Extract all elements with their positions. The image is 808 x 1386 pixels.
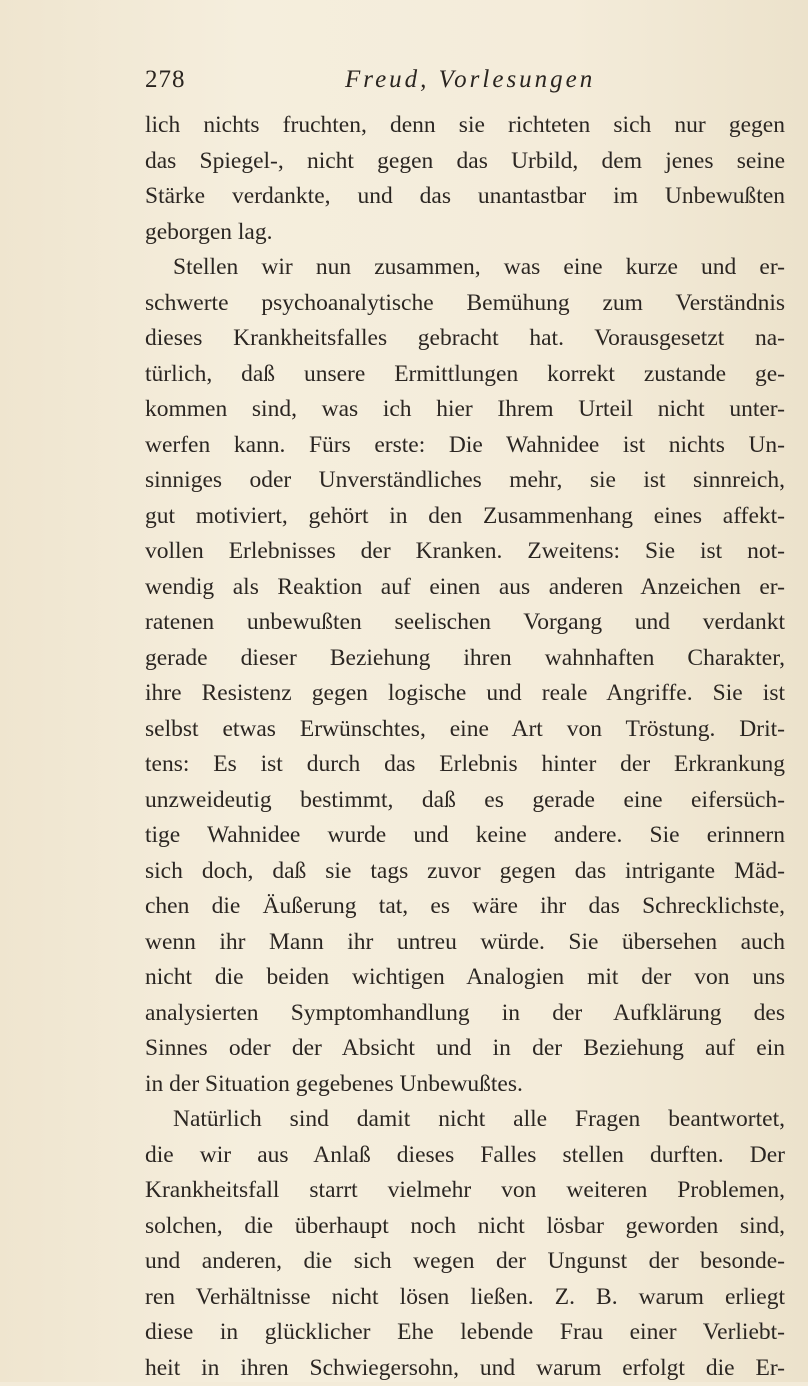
text-line: analysierten Symptomhandlung in der Aufklärung des [145,996,785,1032]
text-line: geborgen lag. [145,215,785,251]
text-line: und anderen, die sich wegen der Ungunst der besonde- [145,1244,785,1280]
body-text [145,108,785,1386]
text-line: heit in ihren Schwiegersohn, und warum erfolgt die Er- [145,1351,785,1386]
text-line: chen die Äußerung tat, es wäre ihr das Schrecklichste, [145,889,785,925]
text-line: gut motiviert, gehört in den Zusammenhang eines affekt- [145,499,785,535]
text-line: ren Verhältnisse nicht lösen ließen. Z. B. warum erliegt [145,1280,785,1316]
text-line: diese in glücklicher Ehe lebende Frau einer Verliebt- [145,1315,785,1351]
text-line: sich doch, daß sie tags zuvor gegen das intrigante Mäd- [145,854,785,890]
text-line: lich nichts fruchten, denn sie richteten sich nur gegen [145,108,785,144]
running-title: Freud, Vorlesungen [345,66,595,94]
text-line: wendig als Reaktion auf einen aus anderen Anzeichen er- [145,570,785,606]
text-line: die wir aus Anlaß dieses Falles stellen durften. Der [145,1138,785,1174]
text-line: ratenen unbewußten seelischen Vorgang und verdankt [145,605,785,641]
text-line: unzweideutig bestimmt, daß es gerade eine eifersüch- [145,783,785,819]
text-line: Stellen wir nun zusammen, was eine kurze und er- [145,250,785,286]
text-line: Sinnes oder der Absicht und in der Beziehung auf ein [145,1031,785,1067]
text-line: Krankheitsfall starrt vielmehr von weiteren Problemen, [145,1173,785,1209]
text-line: ihre Resistenz gegen logische und reale Angriffe. Sie ist [145,676,785,712]
text-line: tens: Es ist durch das Erlebnis hinter der Erkrankung [145,747,785,783]
text-line: türlich, daß unsere Ermittlungen korrekt zustande ge- [145,357,785,393]
text-line: Stärke verdankte, und das unantastbar im Unbewußten [145,179,785,215]
text-line: das Spiegel-, nicht gegen das Urbild, dem jenes seine [145,144,785,180]
text-line: sinniges oder Unverständliches mehr, sie ist sinnreich, [145,463,785,499]
text-line: wenn ihr Mann ihr untreu würde. Sie übersehen auch [145,925,785,961]
text-line: tige Wahnidee wurde und keine andere. Sie erinnern [145,818,785,854]
page-header [145,66,785,106]
text-line: kommen sind, was ich hier Ihrem Urteil nicht unter- [145,392,785,428]
text-line: selbst etwas Erwünschtes, eine Art von Tröstung. Drit- [145,712,785,748]
text-line: in der Situation gegebenes Unbewußtes. [145,1067,785,1103]
text-line: schwerte psychoanalytische Bemühung zum Verständnis [145,286,785,322]
text-line: werfen kann. Fürs erste: Die Wahnidee ist nichts Un- [145,428,785,464]
text-line: nicht die beiden wichtigen Analogien mit der von uns [145,960,785,996]
text-line: solchen, die überhaupt noch nicht lösbar geworden sind, [145,1209,785,1245]
text-line: vollen Erlebnisses der Kranken. Zweitens: Sie ist not- [145,534,785,570]
text-line: Natürlich sind damit nicht alle Fragen beantwortet, [145,1102,785,1138]
page-number: 278 [145,66,186,94]
text-line: dieses Krankheitsfalles gebracht hat. Vorausgesetzt na- [145,321,785,357]
text-line: gerade dieser Beziehung ihren wahnhaften Charakter, [145,641,785,677]
